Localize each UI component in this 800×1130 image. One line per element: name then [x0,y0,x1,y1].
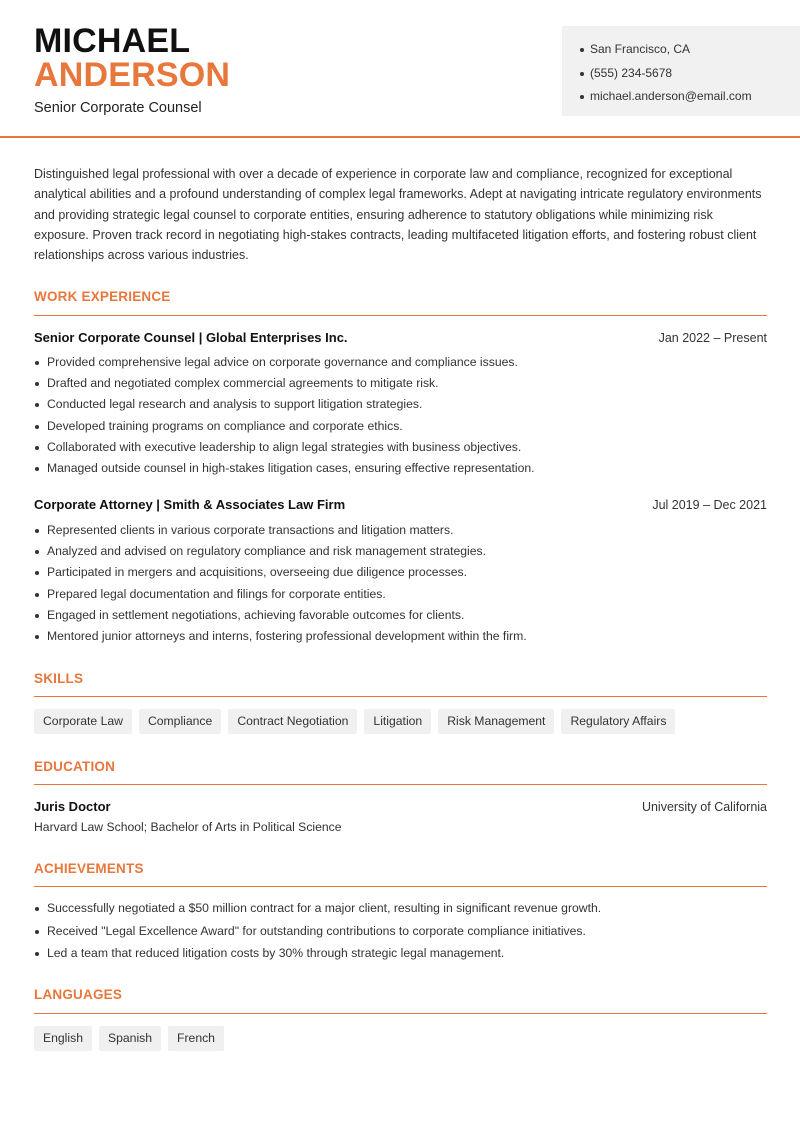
edu-detail: Harvard Law School; Bachelor of Arts in Political Science [34,820,342,834]
section-divider [34,784,767,785]
section-title-languages: LANGUAGES [34,987,123,1002]
edu-degree: Juris Doctor [34,799,111,814]
skill-tag: Compliance [139,709,221,734]
list-item: Developed training programs on compliance and corporate ethics. [34,416,767,437]
contact-box [562,26,800,116]
skills-list [34,709,675,734]
language-tag: Spanish [99,1026,161,1051]
section-title-achievements: ACHIEVEMENTS [34,861,144,876]
job-bullets [34,352,767,479]
job-role: Senior Corporate Counsel | Global Enterprises Inc. [34,330,348,345]
job-bullets [34,520,767,647]
edu-school: University of California [641,800,767,814]
contact-phone: (555) 234-5678 [580,62,800,86]
job-header [34,330,767,345]
job-role: Corporate Attorney | Smith & Associates Law Firm [34,497,346,512]
list-item: Mentored junior attorneys and interns, fostering professional development within the firm. [34,626,767,647]
skill-tag: Risk Management [438,709,554,734]
skill-tag: Corporate Law [34,709,132,734]
language-tag: French [168,1026,224,1051]
list-item: Engaged in settlement negotiations, achieving favorable outcomes for clients. [34,605,767,626]
job-dates: Jan 2022 – Present [658,331,767,345]
summary: Distinguished legal professional with over a decade of experience in corporate law and compliance, recognized for exceptional analytical abilities and a profound understanding of complex legal frameworks. Adept at navigating intricate regulatory environments and providing strategic legal counsel to corporate entities, ensuring adherence to statutory obligations while minimizing risk exposure. Proven track record in negotiating high-stakes contracts, leading multifaceted litigation efforts, and fostering robust client relationships across various industries. [34,167,762,263]
first-name: MICHAEL [34,22,191,60]
list-item: Drafted and negotiated complex commercial agreements to mitigate risk. [34,373,767,394]
achievement-list [34,897,767,965]
list-item: Led a team that reduced litigation costs by 30% through strategic legal management. [34,942,767,965]
education-header [34,799,767,814]
last-name: ANDERSON [34,56,231,94]
list-item: Managed outside counsel in high-stakes litigation cases, ensuring effective representation. [34,458,767,479]
resume-header [0,0,800,138]
list-item: Represented clients in various corporate transactions and litigation matters. [34,520,767,541]
job-dates: Jul 2019 – Dec 2021 [652,498,767,512]
job-header [34,497,767,512]
language-tag: English [34,1026,92,1051]
list-item: Collaborated with executive leadership to align legal strategies with business objectives. [34,437,767,458]
skill-tag: Contract Negotiation [228,709,357,734]
section-divider [34,315,767,316]
section-divider [34,1013,767,1014]
section-divider [34,886,767,887]
contact-email[interactable]: michael.anderson@email.com [580,85,800,109]
skill-tag: Litigation [364,709,431,734]
list-item: Provided comprehensive legal advice on corporate governance and compliance issues. [34,352,767,373]
contact-location: San Francisco, CA [580,38,800,62]
list-item: Conducted legal research and analysis to support litigation strategies. [34,394,767,415]
list-item: Successfully negotiated a $50 million contract for a major client, resulting in significant revenue growth. [34,897,767,920]
list-item: Prepared legal documentation and filings for corporate entities. [34,584,767,605]
section-divider [34,696,767,697]
languages-list [34,1026,224,1051]
section-title-skills: SKILLS [34,671,84,686]
list-item: Analyzed and advised on regulatory compliance and risk management strategies. [34,541,767,562]
section-title-work: WORK EXPERIENCE [34,289,171,304]
skill-tag: Regulatory Affairs [561,709,675,734]
section-title-education: EDUCATION [34,759,116,774]
list-item: Participated in mergers and acquisitions, overseeing due diligence processes. [34,562,767,583]
job-title: Senior Corporate Counsel [34,100,202,116]
list-item: Received "Legal Excellence Award" for outstanding contributions to corporate compliance initiatives. [34,920,767,943]
